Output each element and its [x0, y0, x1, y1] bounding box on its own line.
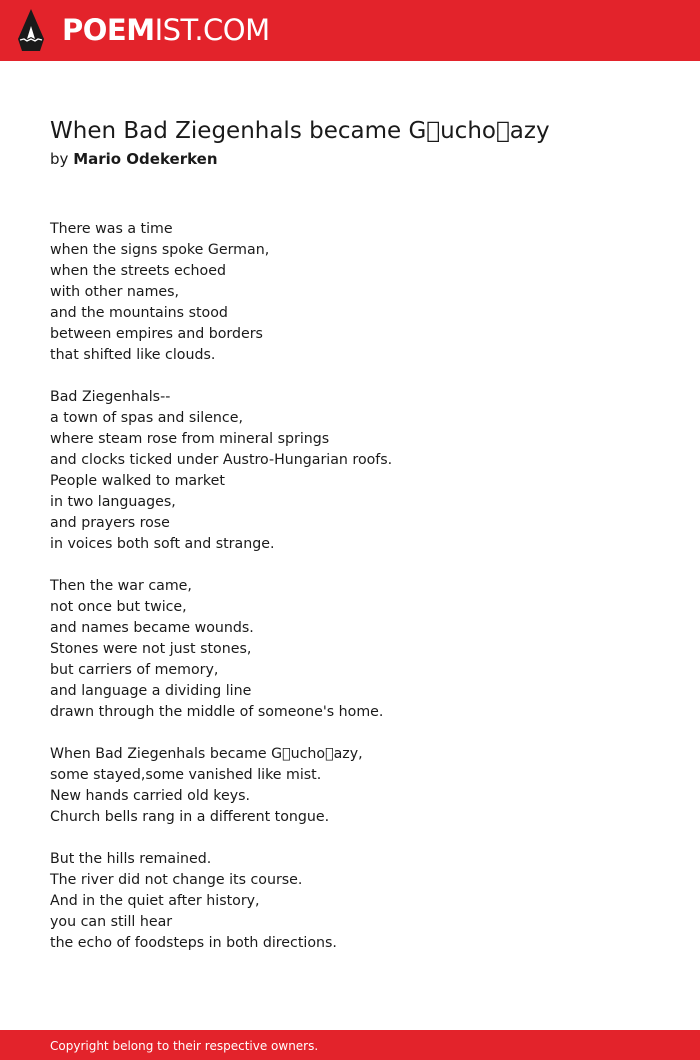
poem-line: with other names,	[50, 284, 180, 300]
poem-line: in voices both soft and strange.	[50, 536, 275, 552]
logo-text-light: IST.COM	[154, 13, 270, 47]
stanza	[50, 744, 650, 828]
by-label: by	[50, 150, 69, 168]
copyright-notice: Copyright belong to their respective owners.	[50, 1039, 319, 1053]
poem-line: Bad Ziegenhals--	[50, 389, 171, 405]
stanza	[50, 576, 650, 723]
site-footer	[0, 1030, 700, 1060]
poem-line: People walked to market	[50, 473, 225, 489]
site-header	[0, 0, 700, 61]
stanza	[50, 219, 650, 366]
poem-line: drawn through the middle of someone's home.	[50, 704, 384, 720]
poem-line: in two languages,	[50, 494, 176, 510]
poem-line: when the streets echoed	[50, 263, 226, 279]
poem-title: When Bad Ziegenhals became G ucho azy	[50, 118, 550, 144]
poem-line: Then the war came,	[50, 578, 192, 594]
stanza	[50, 387, 650, 555]
poem-line: you can still hear	[50, 914, 173, 930]
poem-line: where steam rose from mineral springs	[50, 431, 330, 447]
site-logo[interactable]	[62, 13, 270, 47]
poem-line: Church bells rang in a different tongue.	[50, 809, 330, 825]
poem-line: New hands carried old keys.	[50, 788, 251, 804]
poem-line: and prayers rose	[50, 515, 170, 531]
poem-line: There was a time	[50, 221, 173, 237]
poem-line: and language a dividing line	[50, 683, 252, 699]
poem-line: when the signs spoke German,	[50, 242, 270, 258]
pen-nib-icon[interactable]	[18, 9, 44, 51]
poem-body	[50, 219, 650, 975]
poem-line: When Bad Ziegenhals became G ucho azy,	[50, 746, 363, 762]
poem-line: some stayed,some vanished like mist.	[50, 767, 322, 783]
author-name: Mario Odekerken	[73, 150, 218, 168]
logo-text-bold: POEM	[62, 13, 155, 47]
poem-line: The river did not change its course.	[50, 872, 303, 888]
poem-line: But the hills remained.	[50, 851, 212, 867]
poem-line: and the mountains stood	[50, 305, 228, 321]
poem-line: but carriers of memory,	[50, 662, 219, 678]
poem-line: between empires and borders	[50, 326, 263, 342]
byline	[50, 149, 218, 169]
poem-line: Stones were not just stones,	[50, 641, 252, 657]
poem-line: a town of spas and silence,	[50, 410, 243, 426]
poem-line: that shifted like clouds.	[50, 347, 216, 363]
poem-line: and names became wounds.	[50, 620, 254, 636]
poem-line: and clocks ticked under Austro-Hungarian roofs.	[50, 452, 393, 468]
poem-line: the echo of foodsteps in both directions.	[50, 935, 337, 951]
poem-line: not once but twice,	[50, 599, 187, 615]
stanza	[50, 849, 650, 954]
poem-line: And in the quiet after history,	[50, 893, 260, 909]
